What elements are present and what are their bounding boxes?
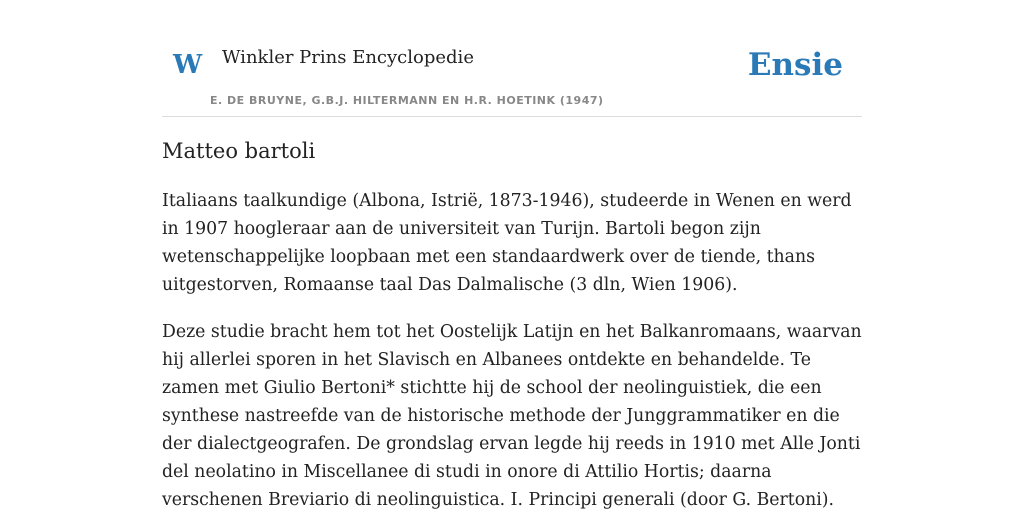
ensie-brand-link[interactable]: Ensie (747, 47, 843, 83)
publication-logo-icon: W (173, 50, 203, 80)
publication-title[interactable]: Winkler Prins Encyclopedie (222, 47, 474, 68)
article-paragraph: Deze studie bracht hem tot het Oostelijk Latijn en het Balkanromaans, waarvan hij allerlei sporen in het Slavisch en Albanees ontdekte en behandelde. Te zamen met Giulio Bertoni* stichtte hij de school der neolinguistiek, die een synthese nastreefde van de historische methode der Junggrammatiker en die der dialectgeografen. De grondslag ervan legde hij reeds in 1910 met Alle Jonti del neolatino in Miscellanee di studi in onore di Attilio Hortis; daarna verschenen Breviario di neolinguistica. I. Principi generali (door G. Bertoni). (162, 322, 862, 511)
article-paragraph: Italiaans taalkundige (Albona, Istrië, 1873-1946), studeerde in Wenen en werd in 1907 hoogleraar aan de universiteit van Turijn. Bartoli begon zijn wetenschappelijke loopbaan met een standaardwerk over de tiende, thans uitgestorven, Romaanse taal Das Dalmalische (3 dln, Wien 1906). (162, 191, 852, 296)
publication-authors: E. DE BRUYNE, G.B.J. HILTERMANN EN H.R. HOETINK (1947) (210, 94, 604, 107)
article-title: Matteo bartoli (162, 139, 316, 163)
publication-header (162, 0, 862, 117)
article-content (162, 138, 862, 512)
